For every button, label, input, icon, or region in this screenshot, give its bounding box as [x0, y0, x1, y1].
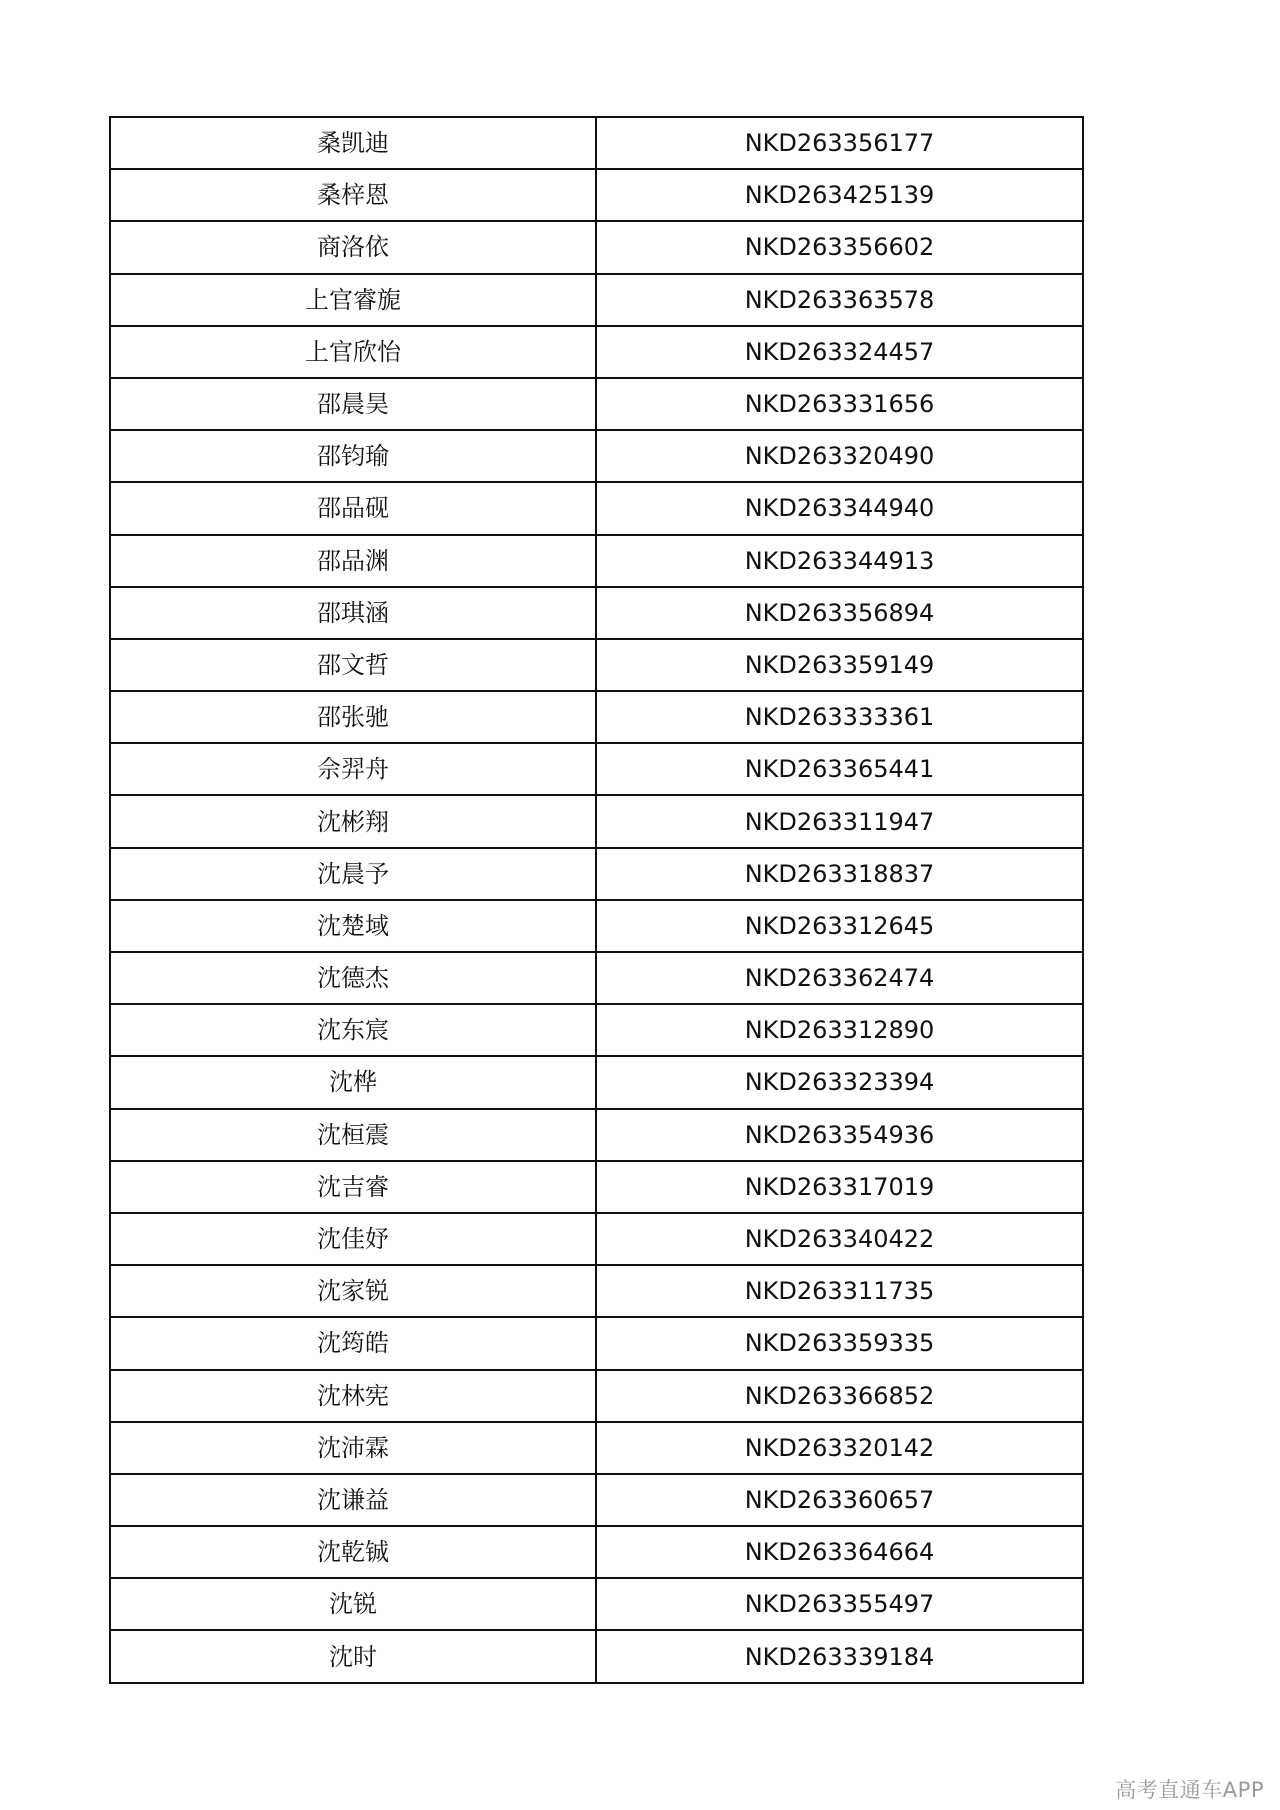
table-row [110, 1056, 1083, 1108]
student-name: 邵品渊 [110, 535, 596, 587]
table-row [110, 900, 1083, 952]
student-name: 邵琪涵 [110, 587, 596, 639]
registration-number: NKD263354936 [596, 1109, 1083, 1161]
watermark-text: 高考直通车APP [1115, 1778, 1264, 1802]
table-row [110, 169, 1083, 221]
registration-number: NKD263356177 [596, 117, 1083, 169]
table-row [110, 1578, 1083, 1630]
table-row [110, 639, 1083, 691]
table-row [110, 691, 1083, 743]
registration-number: NKD263312645 [596, 900, 1083, 952]
registration-number: NKD263317019 [596, 1161, 1083, 1213]
table-row [110, 1474, 1083, 1526]
table-row [110, 587, 1083, 639]
registration-number: NKD263311947 [596, 795, 1083, 847]
table-row [110, 535, 1083, 587]
table-row [110, 1526, 1083, 1578]
table-row [110, 326, 1083, 378]
student-name: 沈吉睿 [110, 1161, 596, 1213]
registration-number: NKD263356602 [596, 221, 1083, 273]
student-name: 佘羿舟 [110, 743, 596, 795]
student-name: 邵钧瑜 [110, 430, 596, 482]
student-name: 沈德杰 [110, 952, 596, 1004]
student-name: 邵文哲 [110, 639, 596, 691]
registration-number: NKD263344940 [596, 482, 1083, 534]
registration-number: NKD263355497 [596, 1578, 1083, 1630]
student-name: 沈晨予 [110, 848, 596, 900]
registration-number: NKD263311735 [596, 1265, 1083, 1317]
student-name: 沈佳妤 [110, 1213, 596, 1265]
table-row [110, 274, 1083, 326]
table-row [110, 1213, 1083, 1265]
registration-number: NKD263320490 [596, 430, 1083, 482]
table-row [110, 952, 1083, 1004]
table-row [110, 1630, 1083, 1682]
registration-number: NKD263344913 [596, 535, 1083, 587]
student-name: 沈东宸 [110, 1004, 596, 1056]
student-name: 邵张驰 [110, 691, 596, 743]
student-name: 沈时 [110, 1630, 596, 1682]
student-name: 邵晨昊 [110, 378, 596, 430]
student-name: 沈乾铖 [110, 1526, 596, 1578]
registration-number: NKD263359335 [596, 1317, 1083, 1369]
table-row [110, 1317, 1083, 1369]
table-row [110, 117, 1083, 169]
student-name: 商洛依 [110, 221, 596, 273]
table-row [110, 1370, 1083, 1422]
registration-number: NKD263324457 [596, 326, 1083, 378]
student-name: 沈家锐 [110, 1265, 596, 1317]
table-row [110, 848, 1083, 900]
registration-number: NKD263320142 [596, 1422, 1083, 1474]
registration-number: NKD263365441 [596, 743, 1083, 795]
table-row [110, 1004, 1083, 1056]
student-name: 上官欣怡 [110, 326, 596, 378]
registration-number: NKD263362474 [596, 952, 1083, 1004]
student-name: 沈彬翔 [110, 795, 596, 847]
table-row [110, 1109, 1083, 1161]
table-row [110, 743, 1083, 795]
table-row [110, 1265, 1083, 1317]
student-name: 沈楚域 [110, 900, 596, 952]
student-name: 桑凯迪 [110, 117, 596, 169]
roster-table [109, 116, 1084, 1684]
student-name: 沈桓震 [110, 1109, 596, 1161]
student-name: 沈桦 [110, 1056, 596, 1108]
registration-number: NKD263333361 [596, 691, 1083, 743]
student-name: 沈锐 [110, 1578, 596, 1630]
roster-body [110, 117, 1083, 1683]
student-name: 邵品砚 [110, 482, 596, 534]
student-name: 沈沛霖 [110, 1422, 596, 1474]
table-row [110, 221, 1083, 273]
registration-number: NKD263356894 [596, 587, 1083, 639]
table-row [110, 1422, 1083, 1474]
table-row [110, 482, 1083, 534]
registration-number: NKD263360657 [596, 1474, 1083, 1526]
table-row [110, 430, 1083, 482]
student-name: 桑梓恩 [110, 169, 596, 221]
registration-number: NKD263359149 [596, 639, 1083, 691]
registration-number: NKD263366852 [596, 1370, 1083, 1422]
registration-number: NKD263363578 [596, 274, 1083, 326]
student-name: 沈林宪 [110, 1370, 596, 1422]
student-name: 沈谦益 [110, 1474, 596, 1526]
registration-number: NKD263340422 [596, 1213, 1083, 1265]
registration-number: NKD263364664 [596, 1526, 1083, 1578]
table-row [110, 795, 1083, 847]
registration-number: NKD263331656 [596, 378, 1083, 430]
registration-number: NKD263339184 [596, 1630, 1083, 1682]
student-name: 沈筠皓 [110, 1317, 596, 1369]
registration-number: NKD263425139 [596, 169, 1083, 221]
registration-number: NKD263312890 [596, 1004, 1083, 1056]
registration-number: NKD263318837 [596, 848, 1083, 900]
table-row [110, 1161, 1083, 1213]
table-row [110, 378, 1083, 430]
registration-number: NKD263323394 [596, 1056, 1083, 1108]
student-name: 上官睿旎 [110, 274, 596, 326]
